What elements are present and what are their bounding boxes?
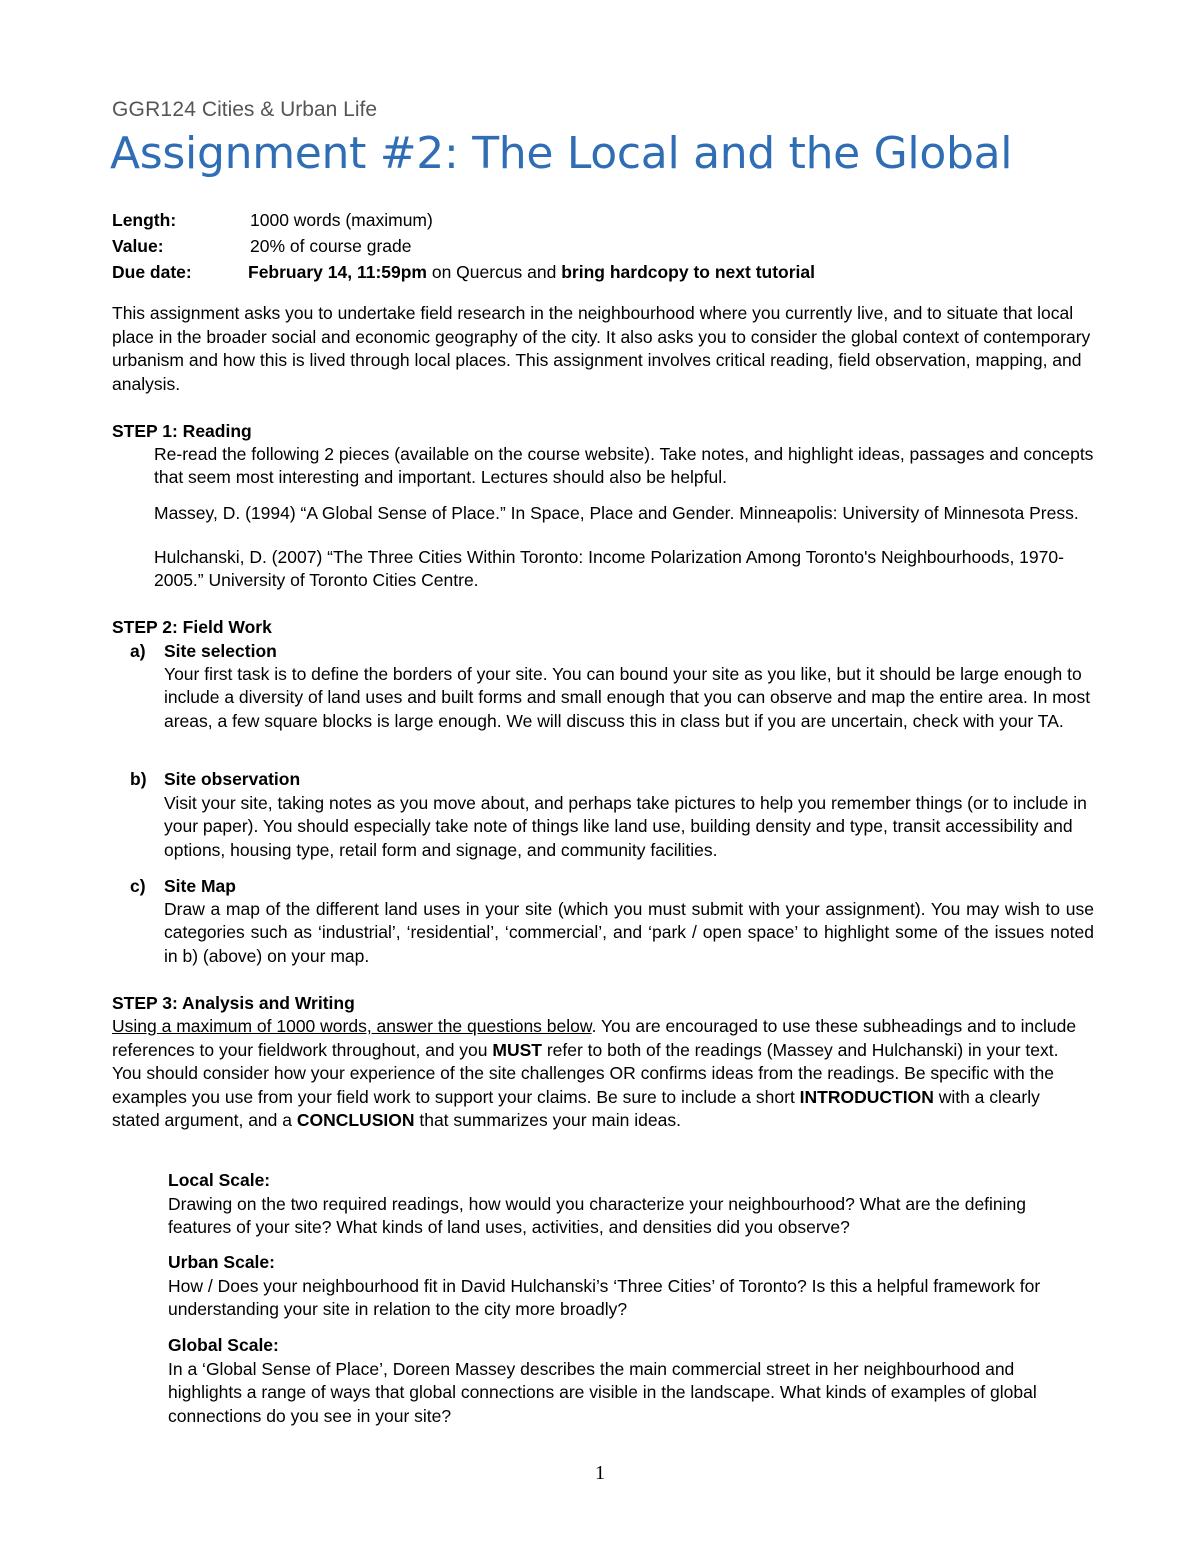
due-mid: on Quercus and [426,262,562,282]
step1-heading: STEP 1: Reading [112,421,252,441]
course-header [112,98,377,122]
length-value: 1000 words (maximum) [250,210,433,230]
site-selection-label: a) [130,641,146,661]
conclusion-emphasis: CONCLUSION [296,1110,415,1130]
step3-heading: STEP 3: Analysis and Writing [112,993,355,1013]
page-number: 1 [595,1462,605,1484]
intro-paragraph: This assignment asks you to undertake field research in the neighbourhood where you currently live, and to situate that local place in the broader social and economic geography of the city. It also asks you to consider the global context of contemporary urbanism and how this is lived through local places. This assignment involves critical reading, field observation, mapping, and analysis. [112,303,1091,394]
reference-hulchanski: Hulchanski, D. (2007) “The Three Cities Within Toronto: Income Polarization Among Toronto's Neighbourhoods, 1970- 2005.” University of Toronto Cities Centre. [154,547,1064,591]
course-code: GGR124 [112,98,197,121]
site-map-body: Draw a map of the different land uses in your site (which you must submit with your assignment). You may wish to use categories such as ‘industrial’, ‘residential’, ‘commercial’, and ‘park / open space’ to highlight some of the issues noted in b) (above) on your map. [164,899,1094,966]
value-value: 20% of course grade [250,236,412,256]
urban-scale-body: How / Does your neighbourhood fit in David Hulchanski’s ‘Three Cities’ of Toronto? Is this a helpful framework for understanding your site in relation to the city more broadly? [168,1276,1041,1320]
must-emphasis: MUST [492,1039,542,1060]
site-map-label: c) [130,876,146,896]
meta-length [112,208,815,234]
meta-value [112,234,815,260]
site-observation-heading [130,768,300,791]
step3-instruction-underlined: Using a maximum of 1000 words, answer the questions below [112,1016,592,1036]
step3-text-2: refer to both of the readings (Massey and Hulchanski) in your text. You should consider how your experience of the site challenges OR confirms ideas from the readings. Be specific with the examples you use from your field work to support your claims. Be sure to include a short [112,1039,1059,1107]
site-map-heading [130,875,236,898]
step3-body [112,1015,1092,1133]
global-scale-heading: Global Scale: [168,1335,279,1355]
local-scale-heading: Local Scale: [168,1170,271,1190]
assignment-meta [112,208,815,286]
site-selection-heading [130,640,277,663]
step3-text-4: that summarizes your main ideas. [414,1110,681,1130]
length-label: Length: [112,210,177,230]
course-name: Cities & Urban Life [201,98,377,121]
page-title: Assignment #2: The Local and the Global [110,128,1013,179]
due-date: February 14, 11:59pm [248,262,427,282]
due-label: Due date: [112,262,192,282]
introduction-emphasis: INTRODUCTION [799,1086,934,1107]
step3-text-1: . You are encouraged to use these subheadings and to include references to your fieldwork throughout, and you [112,1016,1077,1060]
site-observation-label: b) [130,769,147,789]
site-observation-body: Visit your site, taking notes as you move about, and perhaps take pictures to help you remember things (or to include in your paper). You should especially take note of things like land use, building density and type, transit accessibility and options, housing type, retail form and signage, and community facilities. [164,793,1087,860]
local-scale-body: Drawing on the two required readings, how would you characterize your neighbourhood? What are the defining features of your site? What kinds of land uses, activities, and densities did you observe? [168,1194,1027,1238]
site-observation-title: Site observation [164,769,301,789]
step3-text-3: with a clearly stated argument, and a [112,1086,1040,1130]
global-scale-body: In a ‘Global Sense of Place’, Doreen Massey describes the main commercial street in her neighbourhood and highlights a range of ways that global connections are visible in the landscape. What kinds of examples of global connections do you see in your site? [168,1359,1037,1426]
site-selection-title: Site selection [164,641,277,661]
meta-due [112,260,815,286]
due-hardcopy: bring hardcopy to next tutorial [561,262,815,282]
urban-scale-heading: Urban Scale: [168,1252,275,1272]
site-map-title: Site Map [164,876,236,896]
step2-heading: STEP 2: Field Work [112,617,272,637]
value-label: Value: [112,236,164,256]
reference-massey: Massey, D. (1994) “A Global Sense of Place.” In Space, Place and Gender. Minneapolis: University of Minnesota Press. [154,503,1079,523]
step1-body: Re-read the following 2 pieces (available on the course website). Take notes, and highlight ideas, passages and concepts that seem most interesting and important. Lectures should also be helpful. [154,444,1094,488]
site-selection-body: Your first task is to define the borders of your site. You can bound your site as you like, but it should be large enough to include a diversity of land uses and built forms and small enough that you can observe and map the entire area. In most areas, a few square blocks is large enough. We will discuss this in class but if you are uncertain, check with your TA. [164,664,1091,731]
